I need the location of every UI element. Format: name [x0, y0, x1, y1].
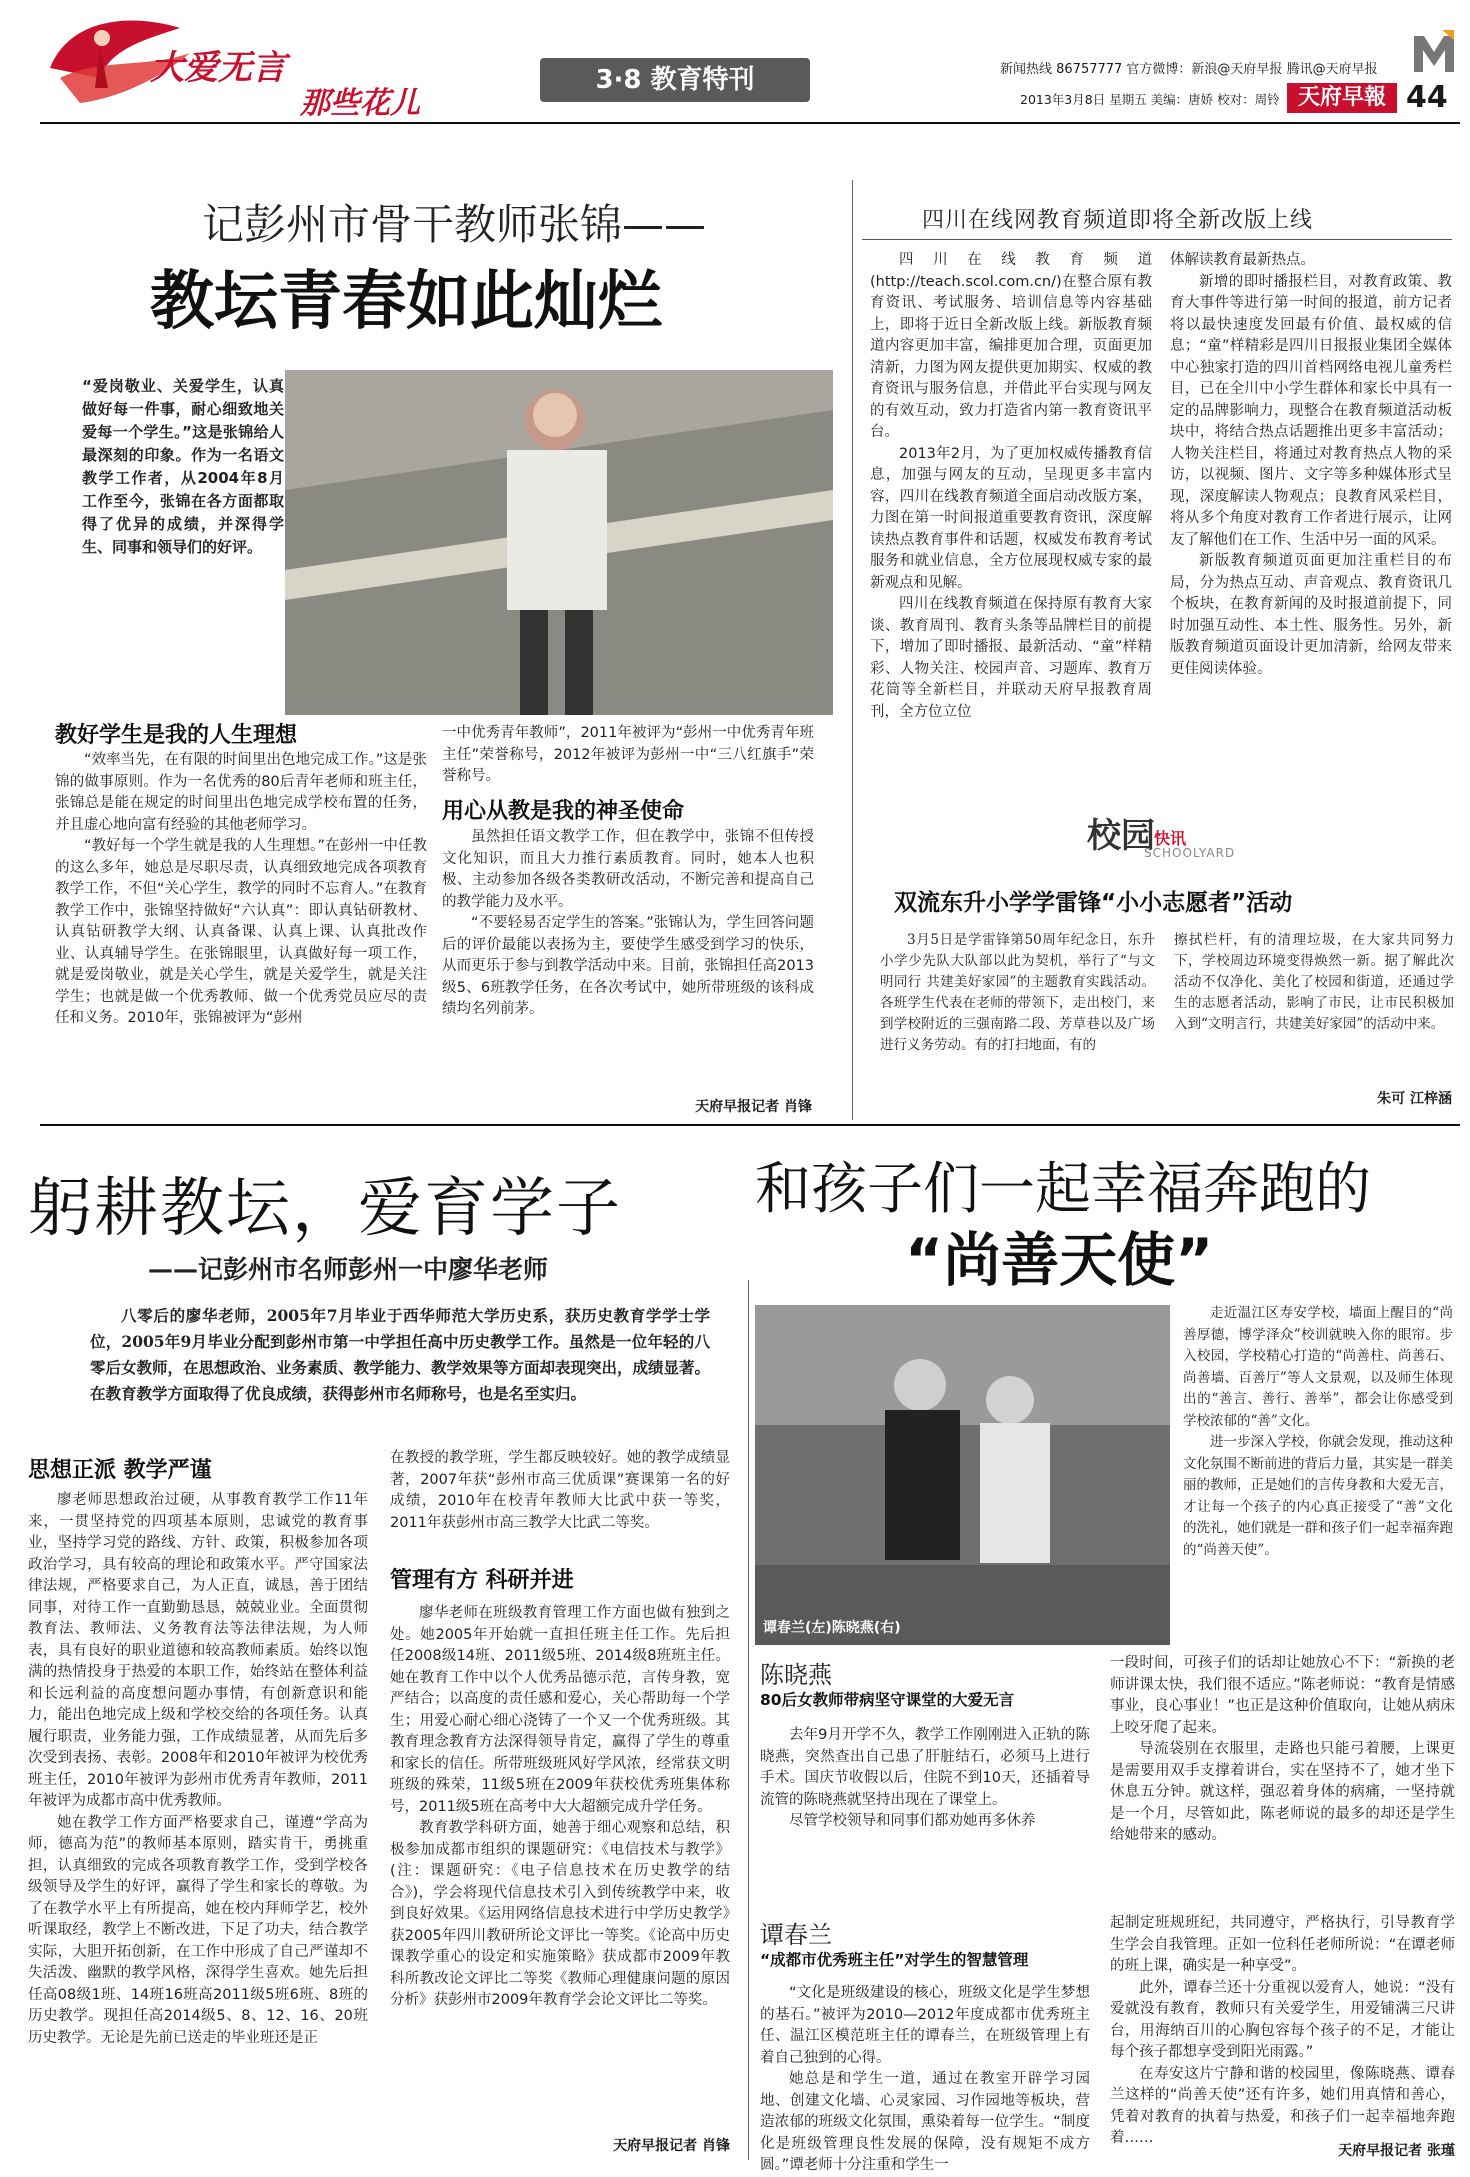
article4-title: 躬耕教坛，爱育学子 [28, 1172, 622, 1246]
person2-col1-p2: 她总是和学生一道，通过在教室开辟学习园地、创建文化墙、心灵家园、习作园地等板块，营造浓郁的班级文化氛围，熏染着每一位学生。“制度化是班级管理良性发展的保障，没有规矩不成方圆。”谭老师十分注重和学生一 [760, 2071, 1090, 2173]
article5-intro-p2: 进一步深入学校，你就会发现，推动这种文化氛围不断前进的背后力量，其实是一群美丽的教师，正是她们的言传身教和大爱无言，才让每一个孩子的内心真正接受了“善”文化的洗礼，她们就是一群和孩子们一起幸福奔跑的“尚善天使”。 [1183, 1434, 1453, 1558]
article-liaohua [28, 1135, 758, 2165]
masthead-rule [40, 122, 1460, 124]
masthead [0, 0, 1470, 125]
person2-col2-p1: 起制定班规班纪，共同遵守，严格执行，引导教育学生学会自我管理。正如一位科任老师所说：“在谭老师的班上课，确实是一种享受”。 [1110, 1915, 1455, 1974]
article4-col1-p2: 她在教学工作方面严格要求自己，谨遵“学高为师，德高为范”的教师基本原则，踏实肯干，勇挑重担，认真细致的完成各项教育教学工作，受到学校各级领导及学生的好评，赢得了学生和家长的尊敬。为了在教学水平上有所提高，她在校内拜师学艺，校外听课取经，教学上不断改进，下足了功夫，结合教学实际，大胆开拓创新，在工作中形成了自己严谨却不失活泼、幽默的教学风格，深得学生喜欢。她先后担任高08级1班、14班16班高2011级5班6班、8班的历史教学。现担任高2014级5、8、12、16、20班历史教学。无论是先前已送走的毕业班还是正 [28, 1814, 368, 2046]
article4-col2-p0: 在教授的教学班，学生都反映较好。她的教学成绩显著，2007年获“彭州市高三优质课”赛课第一名的好成绩，2010年在校青年教师大比武中获一等奖，2011年获彭州市高三教学大比武二等奖。 [390, 1450, 730, 1531]
paper-name [1287, 83, 1397, 113]
article4-col1-p1: 廖老师思想政治过硬，从事教育教学工作11年来，一贯坚持党的四项基本原则，忠诚党的教育事业，坚持学习党的路线、方针、政策，积极参加各项政治学习，具有较高的理论和政策水平。严守国家法律法规，严格要求自己，为人正直，诚恳，善于团结同事，对待工作一直勤勤恳恳，兢兢业业。全面贯彻教育法、教师法、义务教育法等法律法规，为人师表，具有良好的职业道德和较高教师素质。始终以饱满的热情投身于热爱的本职工作，始终站在整体利益和长远利益的高度想问题办事情，有创新意识和能力，能出色地完成上级和学校交给的各项任务。认真履行职责，业务能力强，工作成绩显著，从而先后多次受到表扬、表彰。2008年和2010年被评为校优秀班主任，2010年被评为彭州市优秀青年教师，2011年被评为成都市高中优秀教师。 [28, 1492, 368, 1809]
article2-col1-p3: 四川在线教育频道在保持原有教育大家谈、教育周刊、教育头条等品牌栏目的前提下，增加了即时播报、最新活动、“童”样精彩、人物关注、校园声音、习题库、教育万花筒等全新栏目，并联动天府早报教育周刊，全方位立位 [870, 596, 1152, 720]
article1-col2-p0: 一中优秀青年教师”，2011年被评为“彭州一中优秀青年班主任”荣誉称号，2012年被评为彭州一中“三八红旗手”荣誉称号。 [442, 725, 814, 784]
article5-title-top: 和孩子们一起幸福奔跑的 [755, 1157, 1371, 1222]
schoolyard-tag2: 快讯 [1154, 829, 1187, 848]
article1-col1-p1: “效率当先，在有限的时间里出色地完成工作。”这是张锦的做事原则。作为一名优秀的80后青年老师和班主任，张锦总是能在规定的时间里出色地完成学校布置的任务，并且虚心地向富有经验的其他老师学习。 [55, 752, 427, 833]
person1-col2-p1: 一段时间，可孩子们的话却让她放心不下：“新换的老师讲课太快，我们很不适应。”陈老师说：“教育是情感事业，良心事业！”也正是这种价值取向，让她从病床上咬牙爬了起来。 [1110, 1655, 1455, 1736]
article4-col2-p1: 廖华老师在班级教育管理工作方面也做有独到之处。她2005年开始就一直担任班主任工作。先后担任2008级14班、2011级5班、2014级8班班主任。她在教育工作中以个人优秀品德示范，言传身教，宽严结合；以高度的责任感和爱心，关心帮助每一个学生；用爱心耐心细心浇铸了一个又一个优秀班级。其教育理念教育方法深得领导肯定，赢得了学生的尊重和家长的信任。所带班级班风好学风浓，经常获文明班级的殊荣，11级5班在2009年获校优秀班集体称号，2011级5班在高考中大大超额完成升学任务。 [390, 1605, 730, 1815]
page-number: 44 [1406, 80, 1448, 115]
masthead-logo-sub: 那些花儿 [300, 86, 420, 121]
article4-col2a [390, 1448, 730, 1558]
section-title: 3·8 教育特刊 [595, 65, 755, 95]
article4-subtitle: ——记彭州市名师彭州一中廖华老师 [148, 1255, 549, 1284]
article-schoolyard [862, 808, 1462, 1118]
schoolyard-tag-en: SCHOOLYARD [1144, 846, 1236, 860]
person1-name: 陈晓燕 [760, 1661, 832, 1689]
person1-col1-p2: 尽管学校领导和同事们都劝她再多休养 [789, 1813, 1036, 1829]
article4-heading2: 管理有方 科研并进 [390, 1568, 574, 1593]
article2-title-rule [862, 239, 1452, 240]
article5-intro [1183, 1303, 1453, 1648]
person1-col2-p2: 导流袋别在衣服里，走路也只能弓着腰，上课更是需要用双手支撑着讲台，实在坚持不了，她才坐下休息五分钟。就这样，强忍着身体的病痛，一坚持就是一个月，尽管如此，陈老师说的最多的却还是学生给她带来的感动。 [1110, 1741, 1455, 1843]
article5-title-main: “尚善天使” [905, 1226, 1214, 1294]
article2-col1 [870, 250, 1152, 770]
person1-col1 [760, 1725, 1090, 1905]
article5-photo [755, 1305, 1170, 1645]
person1-subtitle: 80后女教师带病坚守课堂的大爱无言 [760, 1691, 1015, 1709]
article3-byline: 朱可 江梓涵 [1377, 1091, 1452, 1107]
hotline: 新闻热线 86757777 官方微博：新浪@天府早报 腾讯@天府早报 [1000, 62, 1378, 77]
article5-intro-p1: 走近温江区寿安学校，墙面上醒目的“尚善厚德，博学泽众”校训就映入你的眼帘。步入校园，学校精心打造的“尚善柱、尚善石、尚善墙、百善厅”等人文景观，以及师生体现出的“善言、善行、善举”，都会让你感受到学校浓郁的“善”文化。 [1183, 1305, 1453, 1429]
issue-meta: 2013年3月8日 星期五 美编：唐娇 校对：周铃 [1020, 92, 1280, 107]
person2-name: 谭春兰 [760, 1921, 832, 1949]
article3-title: 双流东升小学学雷锋“小小志愿者”活动 [894, 890, 1293, 916]
article-shangshan [755, 1135, 1460, 2173]
article2-col1-p1: 四川在线教育频道(http://teach.scol.com.cn/)在整合原有教育资讯、考试服务、培训信息等内容基础上，即将于近日全新改版上线。新版教育频道内容更加丰富，编排更加合理，页面更加清新，力图为网友提供更加期实、权威的教育资讯与服务信息，并借此平台实现与网友的有效互动，致力打造省内第一教育资讯平台。 [870, 252, 1152, 440]
article1-col2b [442, 827, 814, 1091]
article4-heading1: 思想正派 教学严谨 [28, 1458, 212, 1483]
article2-col2 [1170, 250, 1452, 770]
article-zhangjin [40, 170, 840, 1120]
article3-col2: 擦拭栏杆，有的清理垃圾，在大家共同努力下，学校周边环境变得焕然一新。据了解此次活动不仅净化、美化了校园和街道，还通过学生的志愿者活动，影响了市民，让市民积极加入到“文明言行，共建美好家园”的活动中来。 [1174, 932, 1454, 1032]
masthead-logo-main: 大爱无言 [150, 48, 286, 88]
person2-subtitle: “成都市优秀班主任”对学生的智慧管理 [760, 1951, 1029, 1969]
article2-col2-p3: 新版教育频道页面更加注重栏目的布局，分为热点互动、声音观点、教育资讯几个板块，在教育新闻的及时报道前提下，同时加强互动性、本土性、服务性。另外，新版教育频道页面设计更加清新，给网友带来更佳阅读体验。 [1170, 553, 1452, 677]
person2-col1 [760, 1983, 1090, 2173]
article1-col1-p2: “教好每一个学生就是我的人生理想。”在彭州一中任教的这么多年，她总是尽职尽责，认真细致地完成各项教育教学工作，不但“关心学生，教学的同时不忘育人。”在教育教学工作中，张锦坚持做好“六认真”：即认真钻研教材、认真钻研教学大纲、认真备课、认真上课、认真批改作业、认真辅导学生。在张锦眼里，认真做好每一项工作，就是爱岗敬业，就是关心学生，就是关爱学生，就是关注学生；也就是做一个优秀教师、做一个优秀党员应尽的责任和义务。2010年，张锦被评为“彭州 [55, 838, 427, 1026]
article1-col2-p1: 虽然担任语文教学工作，但在教学中，张锦不但传授文化知识，而且大力推行素质教育。同时，她本人也积极、主动参加各级各类教研改活动，不断完善和提高自己的教学能力及水平。 [442, 829, 814, 910]
paper-name-text: 天府早報 [1297, 85, 1386, 110]
article4-byline: 天府早报记者 肖锋 [613, 2138, 730, 2154]
article3-col1: 3月5日是学雷锋第50周年纪念日，东升小学少先队大队部以此为契机，举行了“与文明同行 共建美好家园”的主题教育实践活动。各班学生代表在老师的带领下，走出校门，来到学校附近的三强南路二段、芳草巷以及广场进行义务劳动。有的打扫地面，有的 [880, 932, 1155, 1053]
article4-lead: 八零后的廖华老师，2005年7月毕业于西华师范大学历史系，获历史教育学学士学位，2005年9月毕业分配到彭州市第一中学担任高中历史教学工作。虽然是一位年轻的八零后女教师，在思想政治、业务素质、教学能力、教学效果等方面却表现突出，成绩显著。在教育教学方面取得了优良成绩，获得彭州市名师称号，也是名至实归。 [90, 1306, 711, 1403]
article4-col2-p2: 教育教学科研方面，她善于细心观察和总结，积极参加成都市组织的课题研究：《电信技术与教学》(注：课题研究：《电子信息技术在历史教学的结合》)，学会将现代信息技术引入到传统教学中来，收到良好效果。《运用网络信息技术进行中学历史教学》获2005年四川教研所论文评比一等奖。《论高中历史课教学重心的设定和实施策略》获成都市2009年教科所教改论文评比二等奖《教师心理健康问题的原因分析》获彭州市2009年教育学会论文评比二等奖。 [390, 1820, 730, 2008]
schoolyard-tag: 校园 [1087, 816, 1155, 856]
article1-col2 [442, 723, 814, 785]
person2-col1-p1: “文化是班级建设的核心，班级文化是学生梦想的基石。”被评为2010—2012年度成都市优秀班主任、温江区模范班主任的谭春兰，在班级管理上有着自己独到的心得。 [760, 1985, 1090, 2066]
article5-photo-caption: 谭春兰(左)陈晓燕(右) [763, 1620, 901, 1636]
person2-col2 [1110, 1913, 1455, 2146]
article1-heading1: 教好学生是我的人生理想 [55, 723, 298, 748]
article-scol [862, 195, 1462, 795]
person2-col2-p2: 此外，谭春兰还十分重视以爱育人，她说：“没有爱就没有教育，教师只有关爱学生，用爱铺满三尺讲台，用海纳百川的心胸包容每个孩子的不足，才能让每个孩子都想享受到阳光雨露。” [1110, 1979, 1455, 2060]
mid-rule [40, 1124, 1460, 1126]
article1-title-top: 记彭州市骨干教师张锦—— [202, 200, 707, 249]
m-logo-icon [1412, 28, 1456, 74]
article1-col2-p2: “不要轻易否定学生的答案。”张锦认为，学生回答问题后的评价最能以表扬为主，要使学生感受到学习的快乐，从而更乐于参与到教学活动中来。目前，张锦担任高2013级5、6班教学任务，在各次考试中，她所带班级的该科成绩均名列前茅。 [442, 915, 814, 1017]
article1-col1 [55, 750, 427, 1090]
person1-col2 [1110, 1653, 1455, 1915]
article4-col2 [390, 1603, 730, 2128]
person1-col1-p1: 去年9月开学不久，教学工作刚刚进入正轨的陈晓燕，突然查出自己患了肝脏结石，必须马上进行手术。国庆节收假以后，住院不到10天，还插着导流管的陈晓燕就坚持出现在了课堂上。 [760, 1727, 1090, 1808]
person2-col2-p3: 在寿安这片宁静和谐的校园里，像陈晓燕、谭春兰这样的“尚善天使”还有许多，她们用真情和善心，凭着对教育的执着与热爱，和孩子们一起幸福地奔跑着…… [1110, 2065, 1455, 2146]
article1-byline: 天府早报记者 肖锋 [695, 1099, 812, 1115]
bottom-column-divider [748, 1280, 749, 2160]
article1-heading2: 用心从教是我的神圣使命 [442, 799, 685, 824]
article1-photo [285, 370, 833, 715]
article1-lead: “爱岗敬业、关爱学生，认真做好每一件事，耐心细致地关爱每一个学生。”这是张锦给人最深刻的印象。作为一名语文教学工作者，从2004年8月工作至今，张锦在各方面都取得了优异的成绩，并深得学生、同事和领导们的好评。 [82, 377, 284, 556]
article4-col1 [28, 1490, 368, 2155]
article2-title: 四川在线网教育频道即将全新改版上线 [922, 208, 1314, 233]
section-tab [540, 58, 810, 102]
article2-col1-p2: 2013年2月，为了更加权威传播教育信息，加强与网友的互动，呈现更多丰富内容，四川在线教育频道全面启动改版方案，力图在第一时间报道重要教育资讯，深度解读热点教育事件和话题，权威发布教育考试服务和就业信息，全方位展现权威专家的最新观点和见解。 [870, 445, 1152, 591]
article1-title-main: 教坛青春如此灿烂 [150, 265, 662, 339]
column-divider [852, 180, 853, 1120]
article2-col2-p1: 体解读教育最新热点。 [1170, 252, 1315, 268]
article2-col2-p2: 新增的即时播报栏目，对教育政策、教育大事件等进行第一时间的报道，前方记者将以最快速度发回最有价值、最权威的信息；“童”样精彩是四川日报报业集团全媒体中心独家打造的四川首档网络电视儿童秀栏目，已在全川中小学生群体和家长中具有一定的品牌影响力，现整合在教育频道活动板块中，将结合热点话题推出更多丰富活动；人物关注栏目，将通过对教育热点人物的采访，以视频、图片、文字等多种媒体形式呈现，深度解读人物观点；良教育风采栏目，将从多个角度对教育工作者进行展示，让网友了解他们在工作、生活中另一面的风采。 [1170, 273, 1452, 548]
article5-byline: 天府早报记者 张瑾 [1338, 2143, 1455, 2159]
